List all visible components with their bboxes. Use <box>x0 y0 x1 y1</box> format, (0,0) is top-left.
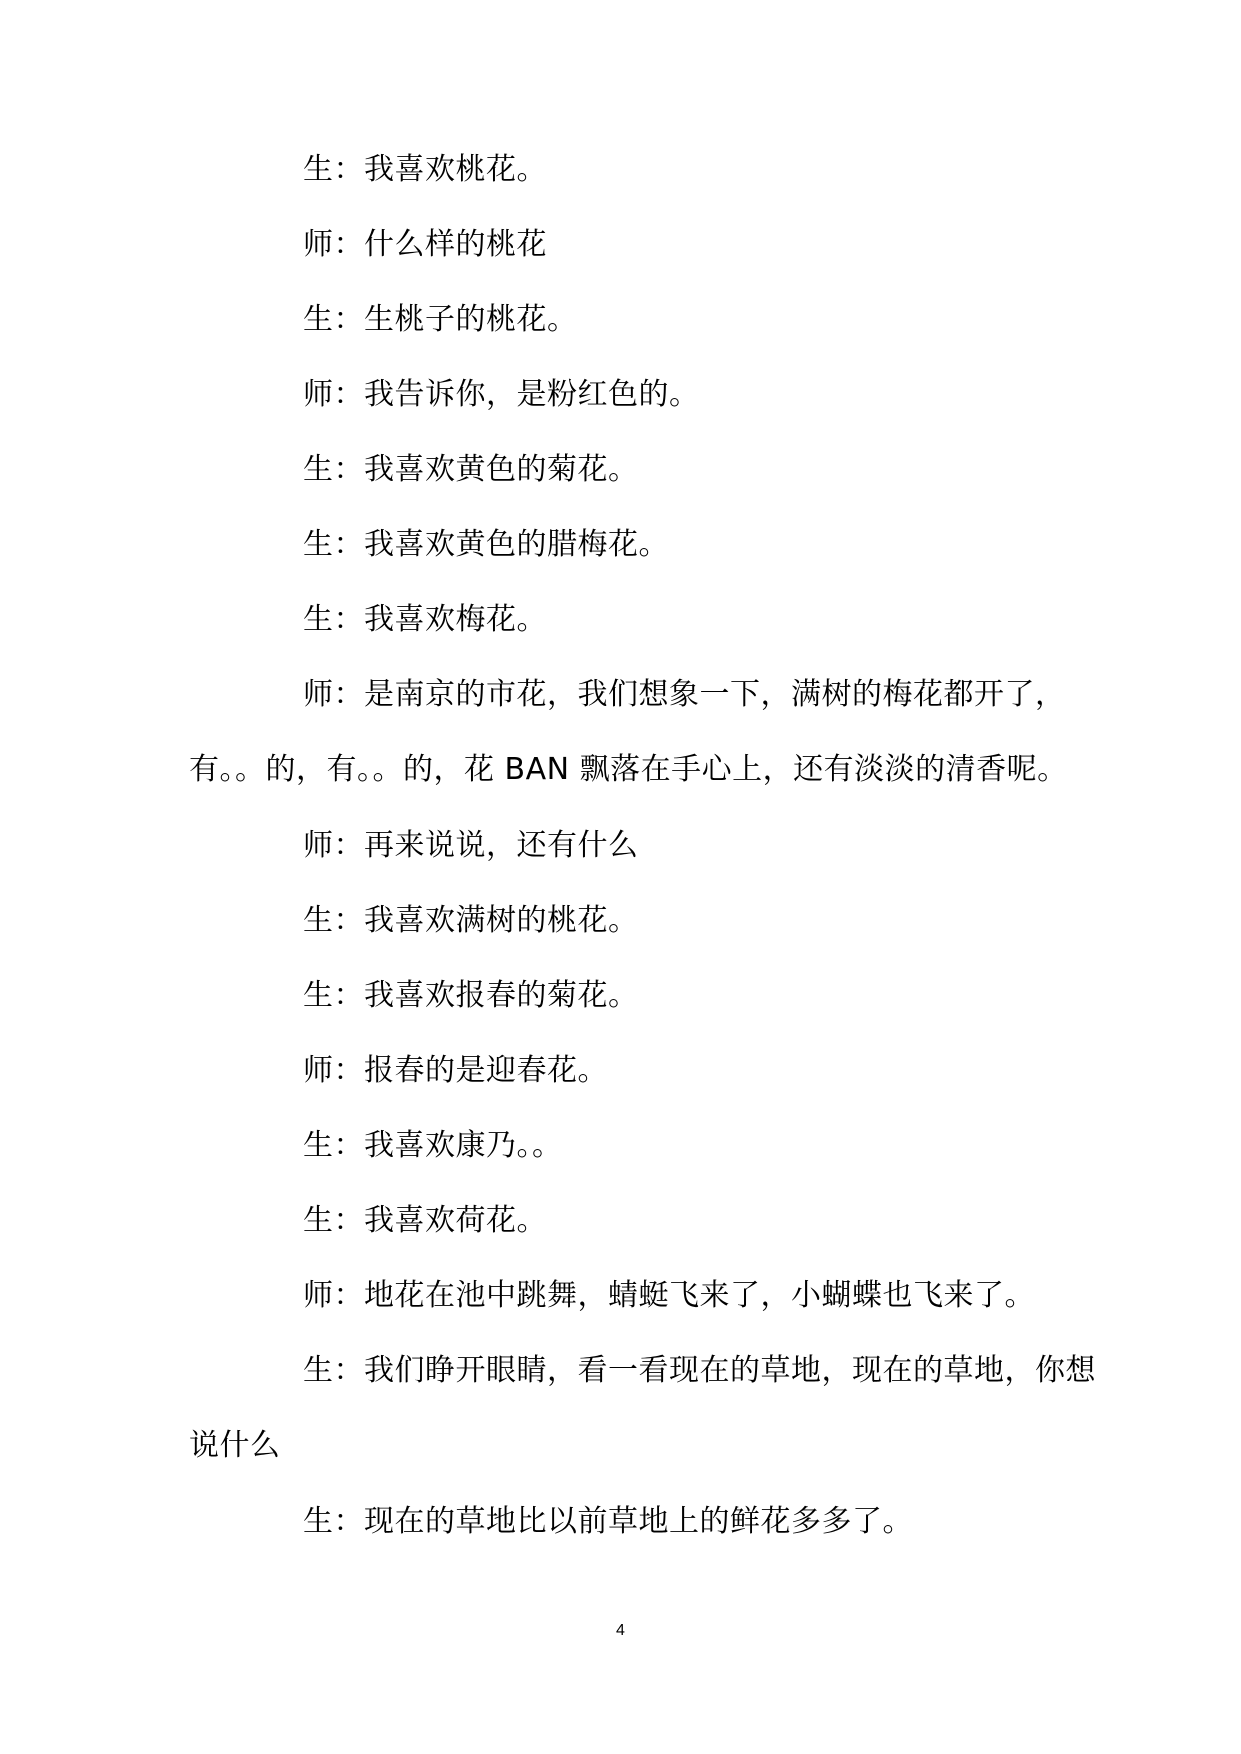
text-line: 生：我喜欢梅花。 <box>303 602 547 637</box>
text-line: 生：我喜欢荷花。 <box>303 1203 547 1238</box>
text-line: 师：报春的是迎春花。 <box>303 1053 608 1088</box>
text-line: 生：我们睁开眼睛，看一看现在的草地，现在的草地，你想 <box>303 1353 1096 1388</box>
text-line: 师：我告诉你，是粉红色的。 <box>303 377 700 412</box>
text-line: 生：我喜欢报春的菊花。 <box>303 978 639 1013</box>
text-line: 师：再来说说，还有什么 <box>303 828 639 863</box>
text-line: 师：地花在池中跳舞，蜻蜓飞来了，小蝴蝶也飞来了。 <box>303 1278 1035 1313</box>
page-number: 4 <box>616 1622 625 1639</box>
text-line: 生：我喜欢满树的桃花。 <box>303 903 639 938</box>
text-line: 师：什么样的桃花 <box>303 227 547 262</box>
text-line: 生：我喜欢桃花。 <box>303 152 547 187</box>
text-line: 生：生桃子的桃花。 <box>303 302 578 337</box>
text-line: 说什么 <box>189 1428 281 1463</box>
text-line: 有。。的，有。。的，花 BAN 飘落在手心上，还有淡淡的清香呢。 <box>189 752 1068 787</box>
text-line: 生：现在的草地比以前草地上的鲜花多多了。 <box>303 1504 913 1539</box>
text-line: 生：我喜欢康乃。。 <box>303 1128 563 1163</box>
text-line: 师：是南京的市花，我们想象一下，满树的梅花都开了， <box>303 677 1066 712</box>
text-line: 生：我喜欢黄色的腊梅花。 <box>303 527 669 562</box>
text-line: 生：我喜欢黄色的菊花。 <box>303 452 639 487</box>
